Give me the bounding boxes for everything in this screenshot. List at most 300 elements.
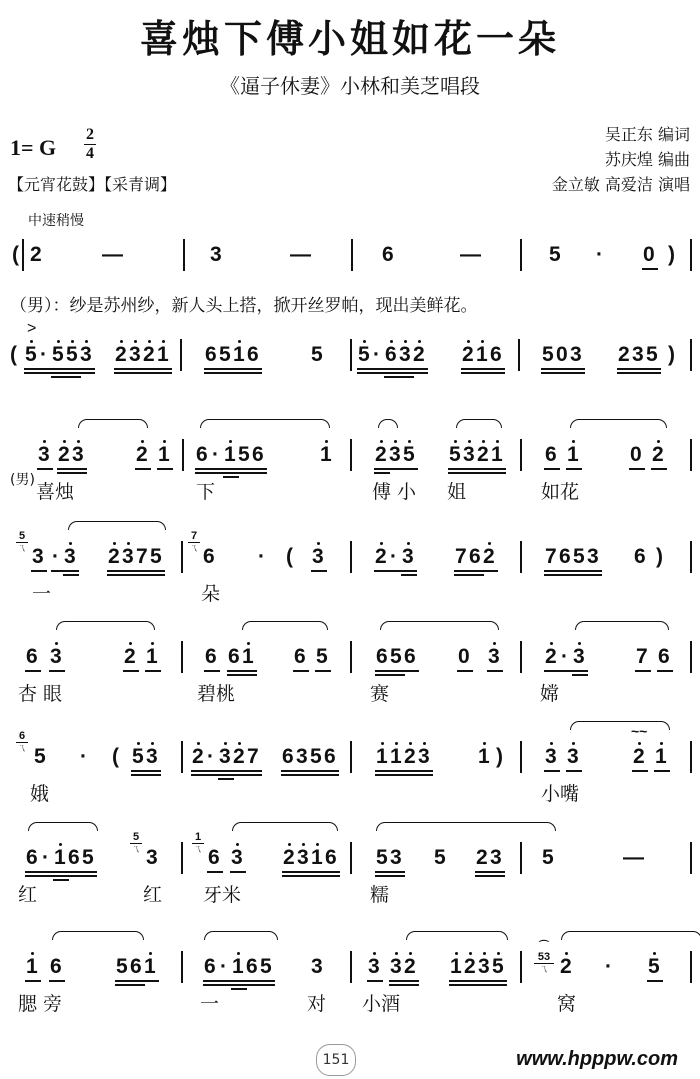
note: 5 [66,343,78,366]
octave-dot [288,843,291,846]
beam-underline [389,875,405,877]
octave-dot [127,542,130,545]
beam-underline [293,670,309,672]
beam-underline [79,368,95,370]
octave-dot [149,952,152,955]
note: 3 [632,343,644,366]
beam-underline [457,670,473,672]
note: 5 [52,343,64,366]
note: 7 [136,545,148,568]
octave-dot [236,843,239,846]
barline [350,541,352,573]
grace-digit: 6 [18,730,26,742]
note: 3 [38,443,50,466]
beam-underline [657,670,673,672]
slur [456,419,502,428]
octave-dot [85,340,88,343]
note: 3 [545,745,557,768]
octave-dot [71,340,74,343]
note: 3 [210,243,222,266]
octave-dot [565,952,568,955]
beam-underline [149,574,165,576]
note: 6 [204,955,216,978]
note: 1 [476,343,488,366]
barline [520,641,522,673]
notation-symbol: ) [656,545,663,568]
note: 3 [312,545,324,568]
barline [181,741,183,773]
note: 5 [403,443,415,466]
beam-underline [191,770,207,772]
barline [350,641,352,673]
slur [561,931,700,940]
beam-underline [403,670,419,672]
note: 3 [311,955,323,978]
octave-dot [238,340,241,343]
note: 1 [232,955,244,978]
note: 6 [130,955,142,978]
beam-underline [71,468,87,470]
beam-underline [645,372,661,374]
notation-symbol: — [460,243,481,266]
note: 6 [324,745,336,768]
grace-digit: 1 [194,831,202,843]
octave-dot [325,440,328,443]
key-signature: 1= G [10,135,57,160]
note: 3 [418,745,430,768]
grace-digit: 5 [132,831,140,843]
notation-symbol: · [42,846,49,869]
note: 3 [32,545,44,568]
note: 3 [402,545,414,568]
note: 2 [108,545,120,568]
beam-underline [489,372,505,374]
slur [406,931,508,940]
octave-dot [120,340,123,343]
note: 1 [311,846,323,869]
note: 3 [146,846,158,869]
grace-digit: 7 [190,530,198,542]
note: 3 [478,955,490,978]
octave-dot [481,340,484,343]
beam-underline [31,570,47,572]
note: 1 [26,955,38,978]
octave-dot [77,440,80,443]
octave-dot [224,742,227,745]
lyric: 窝 [557,993,577,1015]
barline [351,239,353,271]
octave-dot [363,340,366,343]
note: 3 [80,343,92,366]
beam-underline [207,871,223,873]
note: 2 [477,443,489,466]
website-watermark: www.hpppw.com [516,1048,678,1070]
lyric: 一 [32,583,52,605]
beam-underline [544,670,560,672]
notation-symbol: ( [286,545,293,568]
barline [690,239,692,271]
note: 2 [375,443,387,466]
octave-dot [407,542,410,545]
octave-dot [113,542,116,545]
octave-dot [638,742,641,745]
lyric: 碧桃 [197,683,236,705]
beam-underline [129,984,145,986]
beam-underline [544,468,560,470]
note: 6 [246,955,258,978]
note: 3 [490,846,502,869]
notation-symbol: · [596,243,603,266]
beam-underline [374,472,390,474]
notation-symbol: ( [10,343,17,366]
note: 2 [192,745,204,768]
note: 0 [556,343,568,366]
note: 2 [618,343,630,366]
beam-underline [632,770,648,772]
note: 3 [573,645,585,668]
barline [350,951,352,983]
slur [68,521,166,530]
lyric: 小酒 [362,993,401,1015]
slur [570,419,667,428]
octave-dot [404,340,407,343]
beam-underline [251,468,267,470]
beam-underline [81,875,97,877]
beam-underline [323,770,339,772]
note: 5 [25,343,37,366]
note: 6 [26,645,38,668]
mordent-mark: ~~ [631,723,648,739]
note: 5 [358,343,370,366]
credit-performers: 金立敏 高爱洁 演唱 [551,175,690,194]
beam-underline [398,376,414,378]
beam-underline [412,372,428,374]
lyric: 一 [200,993,220,1015]
lyric: 娥 [30,783,50,805]
note: 6 [205,343,217,366]
notation-symbol: ) [668,243,675,266]
barline [181,842,183,874]
note: 2 [483,545,495,568]
notation-symbol: · [373,343,380,366]
note: 5 [646,343,658,366]
time-sig-bottom: 4 [86,145,94,162]
barline [350,842,352,874]
note: 5 [150,545,162,568]
grace-tail: ㄟ [131,844,141,854]
page-number: 151 [316,1044,356,1076]
beam-underline [629,468,645,470]
octave-dot [69,542,72,545]
lyric: 姐 [447,481,467,503]
note: 1 [478,745,490,768]
note: 6 [658,645,670,668]
grace-tail: ㄟ [534,963,554,975]
beam-underline [417,770,433,772]
octave-dot [317,542,320,545]
octave-dot [454,440,457,443]
note: 6 [469,545,481,568]
grace-note [534,941,554,975]
beam-underline [246,368,262,370]
note: 5 [549,243,561,266]
beam-underline [246,372,262,374]
time-sig-top: 2 [86,126,94,143]
barline [520,439,522,471]
octave-dot [55,642,58,645]
barline [520,541,522,573]
beam-underline [374,570,390,572]
beam-underline [586,570,602,572]
beam-underline [544,770,560,772]
beam-underline [24,372,40,374]
notation-symbol: · [561,645,568,668]
octave-dot [30,340,33,343]
beam-underline [566,468,582,470]
beam-underline [482,570,498,572]
note: 6 [545,443,557,466]
beam-underline [491,984,507,986]
note: 5 [116,955,128,978]
note: 5 [316,645,328,668]
beam-underline [357,368,373,370]
octave-dot [423,742,426,745]
note: 3 [146,745,158,768]
beam-underline [403,980,419,982]
note: 5 [449,443,461,466]
note: 1 [54,846,66,869]
grace-digit: 53 [537,951,551,963]
note: 3 [488,645,500,668]
note: 6 [325,846,337,869]
beam-underline [25,875,41,877]
lyric: 红 [143,884,163,906]
barline [181,641,183,673]
octave-dot [197,742,200,745]
note: 3 [219,745,231,768]
grace-note [188,531,200,554]
beam-underline [389,871,405,873]
barline [182,439,184,471]
note: 1 [655,745,667,768]
slur [376,822,556,831]
notation-symbol: ) [496,745,503,768]
octave-dot [483,952,486,955]
slur [78,419,148,428]
note: 5 [260,955,272,978]
notation-symbol: · [207,745,214,768]
beam-underline [79,372,95,374]
beam-underline [324,875,340,877]
grace-tail: ㄟ [189,543,199,553]
notation-symbol: · [220,955,227,978]
beam-underline [417,774,433,776]
barline [350,741,352,773]
note: 2 [560,955,572,978]
barline [350,339,352,371]
beam-underline [357,372,373,374]
note: 7 [545,545,557,568]
octave-dot [395,952,398,955]
note: 5 [648,955,660,978]
note: 1 [390,745,402,768]
beam-underline [135,468,151,470]
note: 5 [492,955,504,978]
octave-dot [137,742,140,745]
octave-dot [578,642,581,645]
beam-underline [489,368,505,370]
note: 6 [252,443,264,466]
beam-underline [25,871,41,873]
note: 6 [376,645,388,668]
barline [520,239,522,271]
note: 1 [146,645,158,668]
beam-underline [246,770,262,772]
note: 3 [122,545,134,568]
octave-dot [151,742,154,745]
beam-underline [468,574,484,576]
octave-dot [229,440,232,443]
beam-underline [487,670,503,672]
note: 1 [224,443,236,466]
barline [690,842,692,874]
note: 7 [636,645,648,668]
page-subtitle: 《逼子休妻》小林和美芝唱段 [220,74,480,98]
note: 6 [382,243,394,266]
octave-dot [63,440,66,443]
note: 6 [203,545,215,568]
notation-symbol: · [212,443,219,466]
octave-dot [141,440,144,443]
note: 6 [490,343,502,366]
beam-underline [645,368,661,370]
note: 2 [283,846,295,869]
credits [552,122,690,197]
note: 6 [634,545,646,568]
note: 2 [58,443,70,466]
note: 3 [463,443,475,466]
barline [520,951,522,983]
barline [22,239,24,271]
beam-underline [218,778,234,780]
octave-dot [238,742,241,745]
beam-underline [81,871,97,873]
beam-underline [25,980,41,982]
octave-dot [653,952,656,955]
beam-underline [635,670,651,672]
note: 3 [64,545,76,568]
octave-dot [483,742,486,745]
octave-dot [418,340,421,343]
slur [570,721,670,730]
grace-note [130,832,142,855]
note: 3 [129,343,141,366]
note: 3 [72,443,84,466]
note: 1 [320,443,332,466]
octave-dot [482,440,485,443]
octave-dot [380,542,383,545]
slur [28,822,98,831]
note: 2 [413,343,425,366]
grace-note [16,731,28,754]
note: 5 [34,745,46,768]
accent-mark: > [27,320,37,337]
notation-symbol: — [102,243,123,266]
beam-underline [123,670,139,672]
beam-underline [566,770,582,772]
note: 1 [376,745,388,768]
octave-dot [59,843,62,846]
role-marker: (男) [10,472,35,488]
octave-dot [43,440,46,443]
beam-underline [586,574,602,576]
barline [690,741,692,773]
octave-dot [162,340,165,343]
beam-underline [145,670,161,672]
note: 5 [542,343,554,366]
beam-underline [71,472,87,474]
lyric: 牙米 [203,884,242,906]
beam-underline [203,984,219,986]
beam-underline [230,871,246,873]
beam-underline [489,875,505,877]
note: 1 [491,443,503,466]
note: 3 [567,745,579,768]
note: 3 [50,645,62,668]
beam-underline [401,570,417,572]
note: 5 [132,745,144,768]
beam-underline [647,980,663,982]
note: 0 [458,645,470,668]
octave-dot [572,742,575,745]
notation-symbol: ( [12,243,19,266]
note: 2 [476,846,488,869]
note: 7 [247,745,259,768]
lyric: 下 [196,481,216,503]
note: 1 [144,955,156,978]
note: 2 [136,443,148,466]
lyric: 朵 [201,583,221,605]
notation-symbol: · [605,955,612,978]
beam-underline [642,268,658,270]
tune-name: 【元宵花鼓】【采青调】 [8,175,177,194]
barline [520,842,522,874]
note: 0 [630,443,642,466]
lyric: 喜烛 [36,481,75,503]
slur [575,621,669,630]
barline [520,741,522,773]
note: 5 [390,645,402,668]
octave-dot [657,440,660,443]
note: 3 [389,443,401,466]
note: 6 [50,955,62,978]
beam-underline [63,574,79,576]
note: 5 [238,443,250,466]
beam-underline [315,670,331,672]
beam-underline [403,984,419,986]
beam-underline [157,468,173,470]
slur [232,822,338,831]
time-signature [84,126,96,163]
credit-composer: 苏庆煌 编曲 [604,150,690,169]
beam-underline [241,670,257,672]
beam-underline [24,368,40,370]
notation-symbol: — [623,846,644,869]
note: 6 [404,645,416,668]
octave-dot [408,440,411,443]
beam-underline [37,468,53,470]
note: 2 [404,745,416,768]
